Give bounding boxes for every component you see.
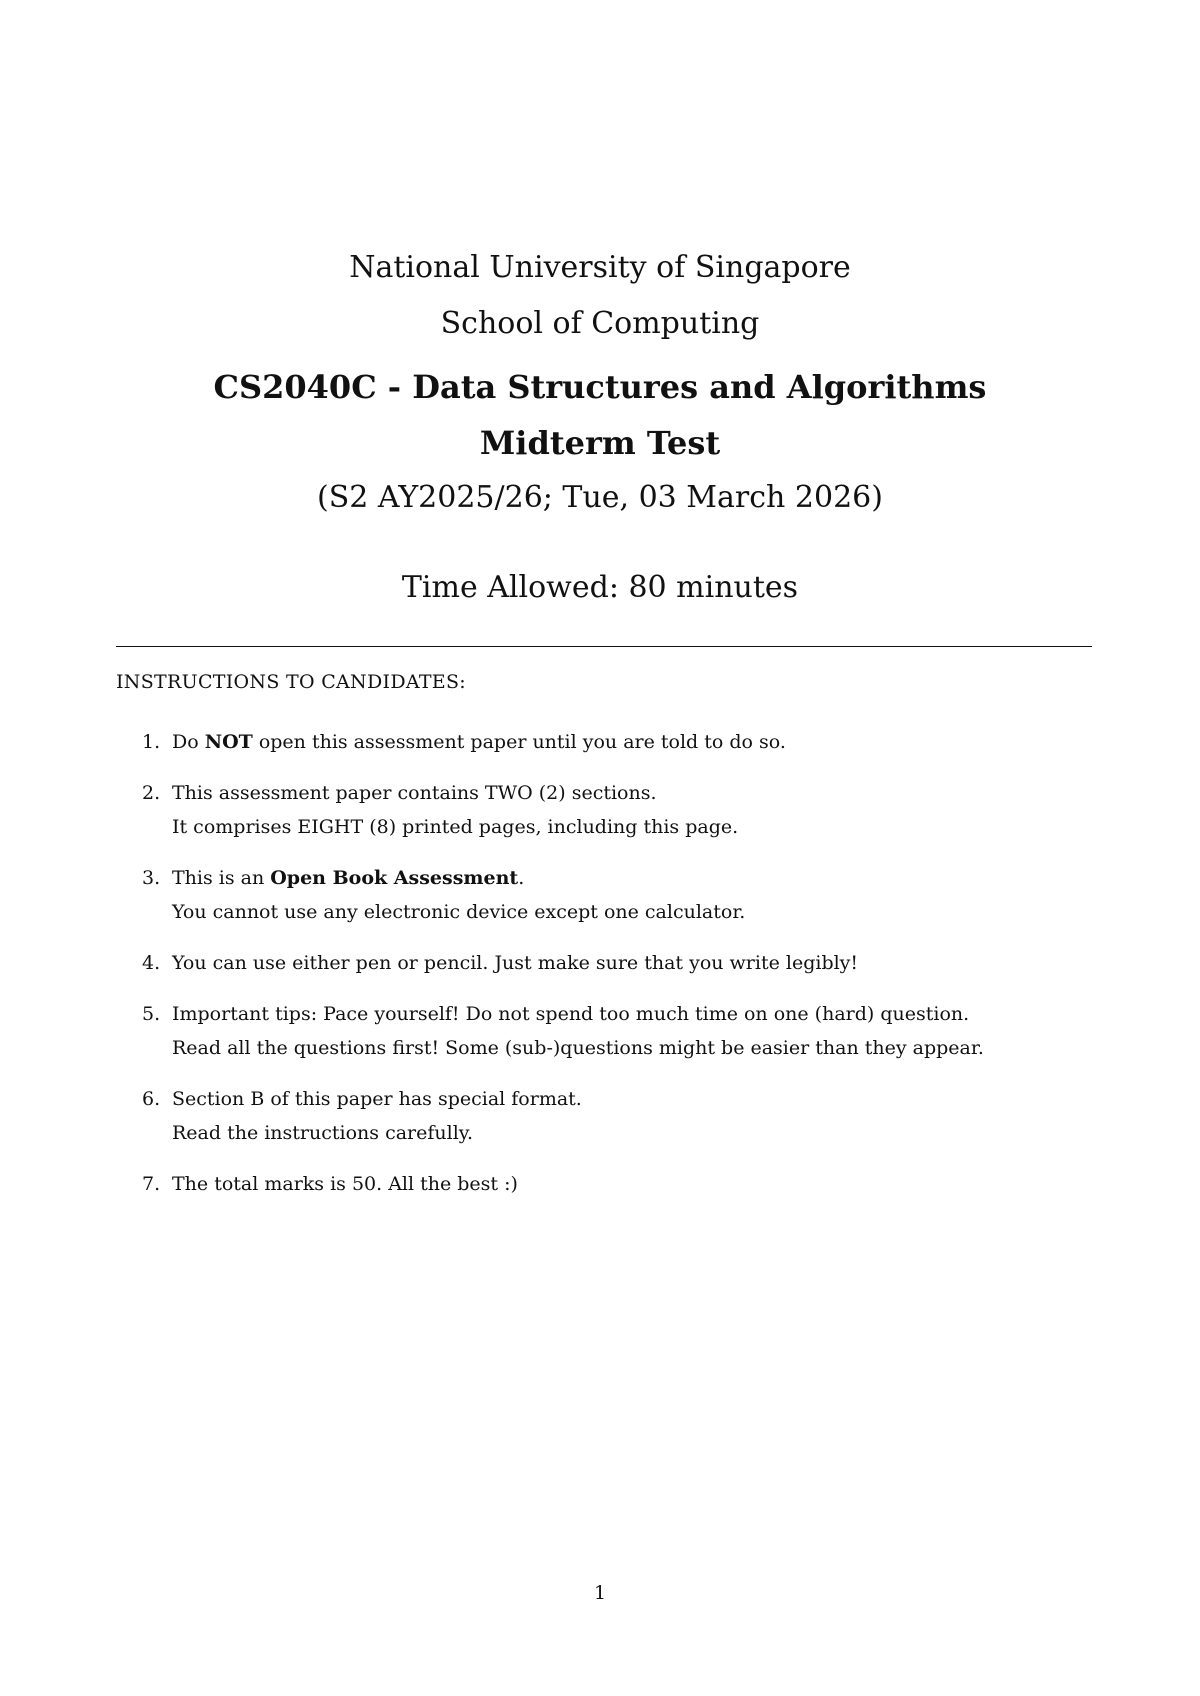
- instruction-line: You can use either pen or pencil. Just make sure that you write legibly!: [172, 952, 859, 974]
- instructions-list: [136, 725, 1096, 1218]
- university-name: National University of Singapore: [349, 250, 851, 285]
- instruction-item-6: 6. Section B of this paper has special format. Read the instructions carefully.: [136, 1082, 1096, 1150]
- emphasis: Open Book Assessment: [270, 867, 519, 889]
- divider: [116, 646, 1092, 647]
- semester-date: (S2 AY2025/26; Tue, 03 March 2026): [317, 480, 883, 515]
- instruction-line: Do NOT open this assessment paper until you are told to do so.: [172, 731, 786, 753]
- page-number: 1: [593, 1582, 607, 1604]
- instruction-item-3: 3. This is an Open Book Assessment. You cannot use any electronic device except one calculator.: [136, 861, 1096, 929]
- course-title: CS2040C - Data Structures and Algorithms: [213, 368, 987, 406]
- instruction-line: It comprises EIGHT (8) printed pages, including this page.: [172, 816, 739, 838]
- instruction-line: This is an Open Book Assessment.: [172, 867, 525, 889]
- instruction-line: Section B of this paper has special format.: [172, 1088, 582, 1110]
- instruction-line: Read the instructions carefully.: [172, 1122, 474, 1144]
- instruction-item-7: 7. The total marks is 50. All the best :): [136, 1167, 1096, 1201]
- instruction-line: The total marks is 50. All the best :): [172, 1173, 518, 1195]
- instruction-line: Read all the questions first! Some (sub-)questions might be easier than they appear.: [172, 1037, 984, 1059]
- instruction-item-4: 4. You can use either pen or pencil. Just make sure that you write legibly!: [136, 946, 1096, 980]
- time-allowed: Time Allowed: 80 minutes: [401, 570, 799, 605]
- instruction-item-2: 2. This assessment paper contains TWO (2) sections. It comprises EIGHT (8) printed pages, including this page.: [136, 776, 1096, 844]
- school-name: School of Computing: [440, 306, 760, 341]
- instruction-item-1: 1. Do NOT open this assessment paper until you are told to do so.: [136, 725, 1096, 759]
- emphasis: NOT: [204, 731, 253, 753]
- instruction-line: This assessment paper contains TWO (2) sections.: [172, 782, 657, 804]
- instruction-line: Important tips: Pace yourself! Do not spend too much time on one (hard) question.: [172, 1003, 970, 1025]
- instruction-line: You cannot use any electronic device except one calculator.: [172, 901, 746, 923]
- instructions-title: INSTRUCTIONS TO CANDIDATES:: [116, 671, 466, 693]
- test-name: Midterm Test: [479, 424, 721, 462]
- instruction-item-5: 5. Important tips: Pace yourself! Do not spend too much time on one (hard) question. Read all the questions first! Some (sub-)questions might be easier than they appear.: [136, 997, 1096, 1065]
